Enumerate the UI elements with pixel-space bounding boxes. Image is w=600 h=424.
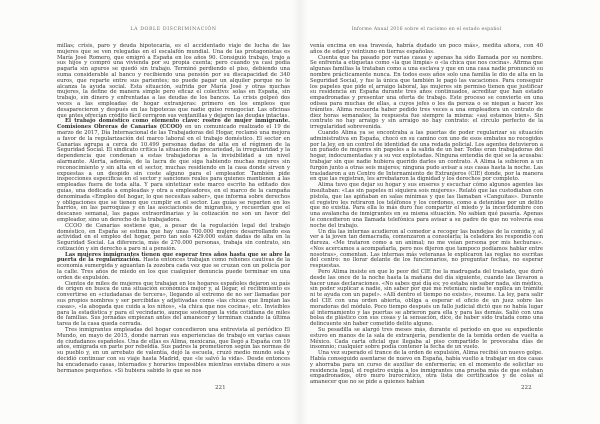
paragraph (310, 183, 543, 229)
paragraph-text: en un comunicado realizado el 19 de marzo de 2017, Día Internacional de las Trabajadoras del Hogar, reclamó una mejora a favor de la regularización del marco laboral en el trabajo doméstico. El sector en Canarias agrupa a cerca de 10.499 personas dadas de alta en el régimen de la Seguridad Social. El sindicato critica la situación de precariedad, la irregularidad y la dependencia que condenan a estas trabajadoras a la invisibilidad a un nivel alarmante. Alerta, además, de la lacra de que siga habiendo muchas mujeres sin reconocimiento y sin alta en el sector, muchas residiendo en la casa donde sirven y expuestas a un despido sin coste alguno para el empleador. También pide inspecciones específicas en el sector y sanciones reales para quienes mantienen a las empleadas fuera de toda alta. Y para sintetizar este marco escrito ha editado dos guías, una dedicada a empleadas y otra a empleadores, en el marco de la campaña denominada «Empleo del hogar, lo que necesitas saber», que informa sobre derechos y obligaciones que se tienen que cumplir en el sector. Las guías se reparten en los barrios, en las parroquias y en las asociaciones de migrantes, y recuerdan que el descanso semanal, las pagas extraordinarias y la cotización no son un favor del empleador, sino un derecho de la trabajadora. (57, 124, 290, 223)
paragraph (310, 56, 543, 131)
paragraph-text: venía encima en esa travesía, habría dudado un poco más», medita ahora, con 40 años de edad y veintiuno en tierras españolas. (310, 43, 543, 55)
page-number: 221 (215, 385, 226, 391)
running-head: Informe Anual 2016 sobre el racismo en el estado español (351, 27, 502, 32)
paragraph (57, 282, 290, 328)
paragraph-lead: Las mujeres inmigrantes tienen que esperar tres años hasta que se abre la puerta de la regularización. (57, 251, 290, 264)
paragraph (310, 230, 543, 271)
paragraph-text: Hasta entonces trabajan como rehenes cautivas de la economía sumergida y aguantan la zozobra cada vez que se cruzan con un policía por la calle. Tres años de miedo en los que cualquier denuncia puede terminar en una orden de expulsión. (57, 257, 291, 281)
paragraph-text: millas; crisis, paro y deuda hipotecaria, es el accidentado viaje de lucha de las mujeres que se ven relegadas en el escalafón mundial. Una de las protagonistas es María José Romero, que emigró a España en los años 90. Consiguió trabajo, trajo a sus hijos y compró una vivienda por su propia cuenta; pero cuando ya casi podía pagarla sin apuros se quedó sin trabajo. Terminó perdiendo el piso, debiendo una suma considerable al banco y recibiendo una pensión por su discapacidad de 340 euros, que reparte entre sus parientes; no puede pagar un alquiler porque no le alcanza la ayuda social. Esta situación, sufrida por María José y otras muchas mujeres, la define de manera simple pero eficaz el colectivo: solas en España, sin trabajo, sin dinero y enfrentadas a las deudas de los bancos. La crisis golpeó dos veces a las empleadas de hogar extranjeras: primero en los empleos que desaparecieron y después en las hipotecas que nadie quiso renegociar. Las oficinas que antes ofrecían crédito fácil cerraron sus ventanillas y dejaron las deudas intactas. (57, 43, 290, 119)
paragraph-text: Cuenta que ha pasado por varias casas y apenas ha sido llamada por su nombre. Se enfrenta a etiquetas como «la que limpia» o «la chica que nos cocina». Afirma que algunas familias la trataban como a una esclava y que en una casa nadie pronunció su nombre prácticamente nunca. En todos esos años solo una familia le dio de alta en la Seguridad Social, y fue la única que también le pagó las vacaciones. Para conseguir los papeles que pide el arraigo laboral, las mujeres sin permiso tienen que justificar su residencia en España durante tres años continuados, acreditar que han estado empadronadas y presentar una oferta de trabajo. Este proceso se convierte en una odisea para muchas de ellas, a cuyos jefes o les da pereza o se niegan a hacer los trámites. Alima recuerda haber pedido tres veces a una empleadora un contrato de diez horas semanales; la respuesta fue siempre la misma: «así estamos bien». Sin contrato no hay arraigo y sin arraigo no hay contrato: el círculo perfecto de la irregularidad sobrevenida. (310, 54, 543, 131)
paragraph-text: Un día las internas acudieron al comedor a recoger las bandejas de la comida y, al ver a la joven tan demacrada, comenzaron a consolarla; la celadora les respondió con dureza. «Me trataron como a un animal; no me veían persona por mis hechuras». «Nos acercamos a acompañarla, pero nos dijeron que tampoco podíamos hablar entre nosotras», comentan. Las internas más veteranas le explicaron las reglas no escritas del centro: no llorar delante de los funcionarios, no preguntar fechas, no esperar respuestas. (310, 228, 543, 270)
paragraph (57, 224, 290, 253)
left-page (57, 0, 290, 424)
paragraph-text: Una vez superado el trance de la orden de expulsión, Alima recibió un nuevo golpe. Había conseguido asentarse de nuevo en España, había vuelto a trabajar en dos casas y ahorraba para un curso de auxiliar de enfermería; en el momento de solicitar su residencia legal, el registro exigía a los inmigrantes una prueba más de que estaban empadronados, otro muro burocrático, otra lista de certificados y de colas al amanecer que no se pide a quienes habían (310, 350, 543, 386)
page-number: 222 (521, 385, 532, 391)
paragraph (57, 44, 290, 119)
paragraph (310, 328, 543, 351)
page-text (310, 43, 543, 386)
paragraph (310, 351, 543, 386)
paragraph (57, 328, 290, 374)
paragraph-text: CCOO de Canarias sostiene que, a pesar de la regulación legal del trabajo doméstico, en España se estima que hay unas 700.000 mujeres desarrollando esa actividad en el empleo del hogar, pero tan solo 429.000 están dadas de alta en la Seguridad Social. La diferencia, más de 270.000 personas, trabaja sin contrato, sin cotización y sin derecho a paro ni a pensión. (57, 222, 290, 252)
paragraph (310, 270, 543, 328)
gutter-shadow (292, 0, 308, 424)
paragraph-text: Cientos de miles de mujeres que trabajan en los hogares españoles dejaron su país de origen en busca de una situación económica mejor y, al llegar, el recibimiento es convertirse en «ciudadanas de tercera», llegando al extremo de no ser llamadas por sus propios nombres y ser percibidas y adjetivadas como «las chicas que limpian las casas», «la abogada que cuida a los niños», «la chica que nos cocina», etc. Invisibles para la estadística y para el vecindario, aunque sostengan la vida cotidiana de miles de familias. Sus jornadas empiezan antes del amanecer y terminan cuando la última tarea de la casa queda cerrada. (57, 280, 290, 328)
paragraph-text: Su pesadilla se alargó tres meses más, durante el período en que su expediente estuvo en manos de la sala de extranjería, pendiente de la temida orden de vuelta a México. Cada carta oficial que llegaba al piso compartido le provocaba días de insomnio; cualquier sobre podía contener la fecha de un vuelo. (310, 327, 543, 351)
paragraph (57, 253, 290, 282)
paragraph-text: Cuando Alima ya se encontraba a las puertas de poder regularizar su situación administrativa en España, chocó en su camino con uno de esos embates no recogidos por la ley, en un control de identidad de una redada policial. Los agentes detuvieron a un puñado de mujeres sin papeles a la salida de un bar. Todas eran trabajadoras del hogar, indocumentadas y a su vez explotadas. Ninguna entendía de qué se la acusaba: trabajar sin que nadie hubiera querido darles un contrato. A Alima la subieron a un furgón junto a otras seis mujeres; ninguna pudo avisar a sus casas hasta la noche. Las trasladaron a un Centro de Internamiento de Extranjeros (CIE) donde, por la manera en que las registran, les arrebataron la dignidad y los derechos por completo. (310, 129, 543, 183)
paragraph-lead: El trabajo doméstico como elemento clave: rostro de mujer inmigrante. Comisiones Obreras de Canarias (CCOO) (57, 118, 290, 131)
paragraph-text: Alima tuvo que dejar su hogar y sus enseres y escuchar cómo algunos agentes las insultaban: «Las sin papeles ni siquiera sois mujeres». Relató que las custodiaban con pistola, que las apiñaban en salas mínimas y que las llamaban «Canguitas». Durante el registro les retiraron los teléfonos y los cordones, como a detenidas por un delito que no existía. Para ella lo más duro fue compartir el miedo y la incertidumbre con una avalancha de inmigrantes en su misma situación. No sabían qué pasaría. Apenas le concedieron una llamada telefónica para avisar a su padre de que no volvería esa noche del trabajo. (310, 182, 543, 229)
page-text (57, 43, 291, 374)
paragraph-text: Pero Alima insiste en que lo peor del CIE fue la madrugada del traslado, que duró desde las once de la noche hasta la mañana del día siguiente, cuando las llevaron a hacer unas declaraciones. «No sabes qué día es; yo estaba sin saber nada, sin médico, sin poder suplicar a nadie, sin saber por qué me retenían; nadie te explica un trámite ni te ayuda con un papel». «Allí dentro el tiempo no existe», resume. La ley, para salir del CIE con una orden abierta, obliga a esperar el oficio de un juez sobre las moradoras del módulo. Poco tiempo después un fallo judicial dictó que no había lugar al internamiento y las puertas se abrieron para ella y para las demás. Salió con una bolsa de plástico con sus cosas y la sensación, dice, de haber sido tratada como una delincuente sin haber cometido delito alguno. (310, 269, 543, 328)
paragraph (57, 119, 290, 223)
paragraph (310, 131, 543, 183)
running-head: LA DOBLE DISCRIMINACIÓN (130, 27, 217, 32)
right-page (310, 0, 543, 424)
paragraph-text: Tres inmigrantes empleadas del hogar concedieron una entrevista al periódico El Mundo, en mayo de 2015, donde narran sus experiencias de trabajo en varias casas de ciudadanos españoles. Una de ellas es Alima, mexicana, que llegó a España con 19 años, emigrada en parte por rebeldía. Sus padres la prometieron según las normas de su pueblo y, en un arrebato de valentía, dejó la escuela, cruzó medio mundo sola y decidió continuar con su viaje hasta Madrid, que «le salvó la vida». Desde entonces ha encadenado casas, internados y horarios imposibles mientras enviaba dinero a sus hermanos pequeños. «Si hubiera sabido lo que se nos (57, 327, 290, 374)
